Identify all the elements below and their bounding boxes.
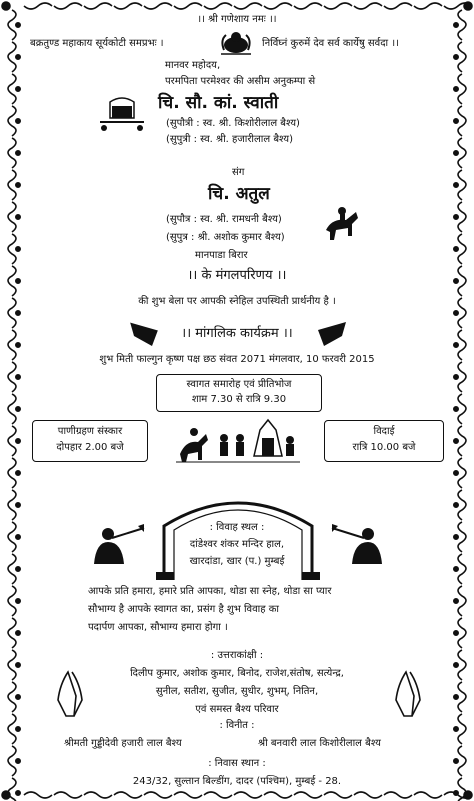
- wedding-time: दोपहार 2.00 बजे: [56, 442, 124, 453]
- well-wishers-line3: एवं समस्त बैश्य परिवार: [195, 704, 279, 715]
- vidai-box: [324, 420, 444, 462]
- inviter-right: श्री बनवारी लाल किशोरीलाल बैश्य: [258, 738, 381, 749]
- sang-label: संग: [232, 167, 245, 178]
- reception-box: [156, 374, 322, 412]
- groom-son-of: (सुपुत्र : श्री. अशोक कुमार बैश्य): [166, 232, 285, 243]
- inviter-left: श्रीमती गुड्डीदेवी हजारी लाल बैश्य: [64, 738, 182, 749]
- inviters-title: : विनीत :: [219, 720, 255, 731]
- dhol-drum-right-icon: [314, 318, 348, 348]
- blessing-line: परमपिता परमेश्वर की असीम अनुकम्पा से: [165, 76, 316, 87]
- shehnai-player-left-icon: [88, 524, 146, 568]
- wedding-title: पाणीग्रहण संस्कार: [57, 426, 123, 437]
- doli-palanquin-icon: [98, 96, 146, 132]
- well-wishers-line1: दिलीप कुमार, अशोक कुमार, बिनोद, राजेश,संतोष, सत्येन्द्र,: [130, 668, 344, 679]
- shloka-right: निर्विघ्नं कुरुमें देव सर्व कार्येषु सर्वदा ।।: [262, 38, 399, 49]
- residence-title: : निवास स्थान :: [208, 758, 266, 769]
- residence-address: 243/32, सुल्तान बिल्डींग, दादर (पश्चिम), मुम्बई - 28.: [132, 776, 342, 787]
- venue-title: : विवाह स्थल :: [209, 522, 265, 533]
- verse-line2: सौभाग्य है आपके स्वागत का, प्रसंग है शुभ विवाह का: [88, 604, 279, 615]
- invocation: ।। श्री गणेशाय नमः ।।: [197, 14, 277, 25]
- program-heading: ।। मांगलिक कार्यक्रम ।।: [181, 326, 293, 341]
- shloka-left: बक्रतुण्ड महाकाय सूर्यकोटी समप्रभः ।: [30, 38, 164, 49]
- baraat-procession-icon: [176, 416, 300, 466]
- vidai-time: रात्रि 10.00 बजे: [352, 442, 416, 453]
- reception-time: शाम 7.30 से रात्रि 9.30: [191, 394, 287, 405]
- shehnai-player-right-icon: [330, 524, 388, 568]
- ganesha-icon: [216, 30, 256, 56]
- vidai-title: विदाई: [373, 426, 395, 437]
- program-date-line: शुभ मिती फाल्गुन कृष्ण पक्ष छठ संवत 2071 मंगलवार, 10 फरवरी 2015: [99, 354, 375, 365]
- groom-name: चि. अतुल: [208, 184, 270, 204]
- well-wishers-title: : उत्तराकांक्षी :: [210, 650, 264, 661]
- groom-grandson-of: (सुपौत्र : स्व. श्री. रामधनी बैश्य): [166, 214, 282, 225]
- venue-line1: दांडेश्वर शंकर मन्दिर हाल,: [189, 539, 285, 550]
- namaste-hands-left-icon: [52, 670, 88, 720]
- venue-line2: खारदांडा, खार (प.) मुम्बई: [189, 556, 285, 567]
- horse-rider-icon: [318, 202, 364, 246]
- well-wishers-line2: सुनील, सतीश, सुजीत, सुधीर, शुभम्, नितिन,: [155, 686, 319, 697]
- wedding-box: [32, 420, 148, 462]
- bride-name: चि. सौ. कां. स्वाती: [158, 93, 279, 113]
- bride-granddaughter-of: (सुपौत्री : स्व. श्री. किशोरीलाल बैश्य): [166, 118, 300, 129]
- event-title: ।। के मंगलपरिणय ।।: [187, 268, 287, 283]
- salutation: मानवर महोदय,: [165, 60, 221, 71]
- event-request: की शुभ बेला पर आपकी स्नेहिल उपस्थिती प्रार्थनीय है ।: [138, 296, 336, 307]
- verse-line3: पदार्पण आपका, सौभाग्य हमारा होगा ।: [88, 622, 228, 633]
- namaste-hands-right-icon: [390, 670, 426, 720]
- bride-daughter-of: (सुपुत्री : स्व. श्री. हजारीलाल बैश्य): [166, 134, 294, 145]
- groom-place: मानपाडा बिरार: [195, 250, 248, 261]
- verse-line1: आपके प्रति हमारा, हमारे प्रति आपका, थोडा सा स्नेह, थोडा सा प्यार: [88, 586, 332, 597]
- reception-title: स्वागत समारोह एवं प्रीतिभोज: [186, 379, 292, 390]
